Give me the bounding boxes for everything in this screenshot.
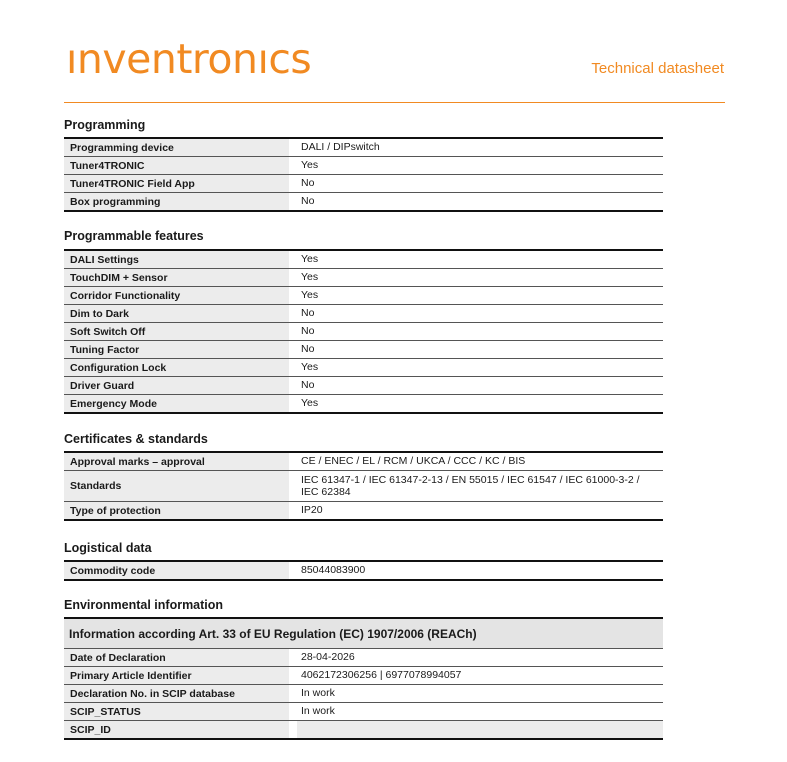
- row-label: Declaration No. in SCIP database: [64, 685, 289, 702]
- table-row: [64, 562, 663, 579]
- row-label: Tuner4TRONIC: [64, 157, 289, 174]
- row-value: IEC 61347-1 / IEC 61347-2-13 / EN 55015 / IEC 61547 / IEC 61000-3-2 / IEC 62384: [301, 473, 640, 498]
- row-label: Tuning Factor: [64, 341, 289, 358]
- row-label: Configuration Lock: [64, 359, 289, 376]
- features-table: [64, 249, 663, 414]
- table-row: [64, 395, 663, 412]
- table-row: [64, 305, 663, 323]
- row-value: 28-04-2026: [301, 651, 355, 664]
- section-title-environmental: Environmental information: [64, 598, 224, 612]
- row-label: Emergency Mode: [64, 395, 289, 412]
- table-row: [64, 667, 663, 685]
- row-label: Standards: [64, 471, 289, 501]
- row-value: No: [301, 177, 315, 190]
- section-title-certificates: Certificates & standards: [64, 432, 208, 446]
- row-label: Primary Article Identifier: [64, 667, 289, 684]
- table-row: [64, 453, 663, 471]
- row-label: Date of Declaration: [64, 649, 289, 666]
- row-value: Yes: [301, 253, 319, 266]
- row-value: Yes: [301, 289, 319, 302]
- table-row: [64, 287, 663, 305]
- table-row: [64, 341, 663, 359]
- table-row: [64, 721, 663, 738]
- row-label: SCIP_STATUS: [64, 703, 289, 720]
- row-label: Driver Guard: [64, 377, 289, 394]
- environmental-table: [64, 617, 663, 740]
- row-value: In work: [301, 687, 335, 700]
- section-title-features: Programmable features: [64, 229, 204, 243]
- row-value: IP20: [301, 504, 323, 517]
- row-value: No: [301, 343, 315, 356]
- row-value: 85044083900: [301, 564, 366, 577]
- row-label: SCIP_ID: [64, 721, 289, 738]
- row-label: Programming device: [64, 139, 289, 156]
- logistical-table: [64, 560, 663, 581]
- table-row: [64, 703, 663, 721]
- table-row: [64, 502, 663, 519]
- row-value: No: [301, 195, 315, 208]
- row-label: Soft Switch Off: [64, 323, 289, 340]
- row-value: 4062172306256 | 6977078994057: [301, 669, 462, 682]
- section-title-programming: Programming: [64, 118, 146, 132]
- row-label: Approval marks – approval: [64, 453, 289, 470]
- section-title-logistical: Logistical data: [64, 541, 152, 555]
- row-value: No: [301, 325, 315, 338]
- row-label: Dim to Dark: [64, 305, 289, 322]
- row-label: Tuner4TRONIC Field App: [64, 175, 289, 192]
- row-value: In work: [301, 705, 335, 718]
- row-value: [297, 721, 663, 738]
- reach-heading: Information according Art. 33 of EU Regulation (EC) 1907/2006 (REACh): [64, 619, 663, 649]
- row-label: Corridor Functionality: [64, 287, 289, 304]
- table-row: [64, 157, 663, 175]
- table-row: [64, 685, 663, 703]
- row-value: DALI / DIPswitch: [301, 141, 380, 154]
- row-label: DALI Settings: [64, 251, 289, 268]
- row-value: Yes: [301, 159, 319, 172]
- table-row: [64, 649, 663, 667]
- row-label: TouchDIM + Sensor: [64, 269, 289, 286]
- table-row: [64, 139, 663, 157]
- row-value: Yes: [301, 271, 319, 284]
- document-type: Technical datasheet: [591, 60, 724, 77]
- table-row: [64, 251, 663, 269]
- company-logo: ınventronıcs: [66, 35, 312, 83]
- row-label: Box programming: [64, 193, 289, 210]
- table-row: [64, 175, 663, 193]
- row-label: Type of protection: [64, 502, 289, 519]
- certificates-table: [64, 451, 663, 521]
- header-divider: [64, 102, 725, 103]
- table-row: [64, 377, 663, 395]
- table-row: [64, 269, 663, 287]
- programming-table: [64, 137, 663, 212]
- row-value: CE / ENEC / EL / RCM / UKCA / CCC / KC / BIS: [301, 455, 526, 468]
- table-row: [64, 359, 663, 377]
- row-value: Yes: [301, 361, 319, 374]
- row-value: No: [301, 307, 315, 320]
- row-value: Yes: [301, 397, 319, 410]
- row-label: Commodity code: [64, 562, 289, 579]
- row-value: No: [301, 379, 315, 392]
- table-row: [64, 471, 663, 502]
- table-row: [64, 193, 663, 210]
- table-row: [64, 323, 663, 341]
